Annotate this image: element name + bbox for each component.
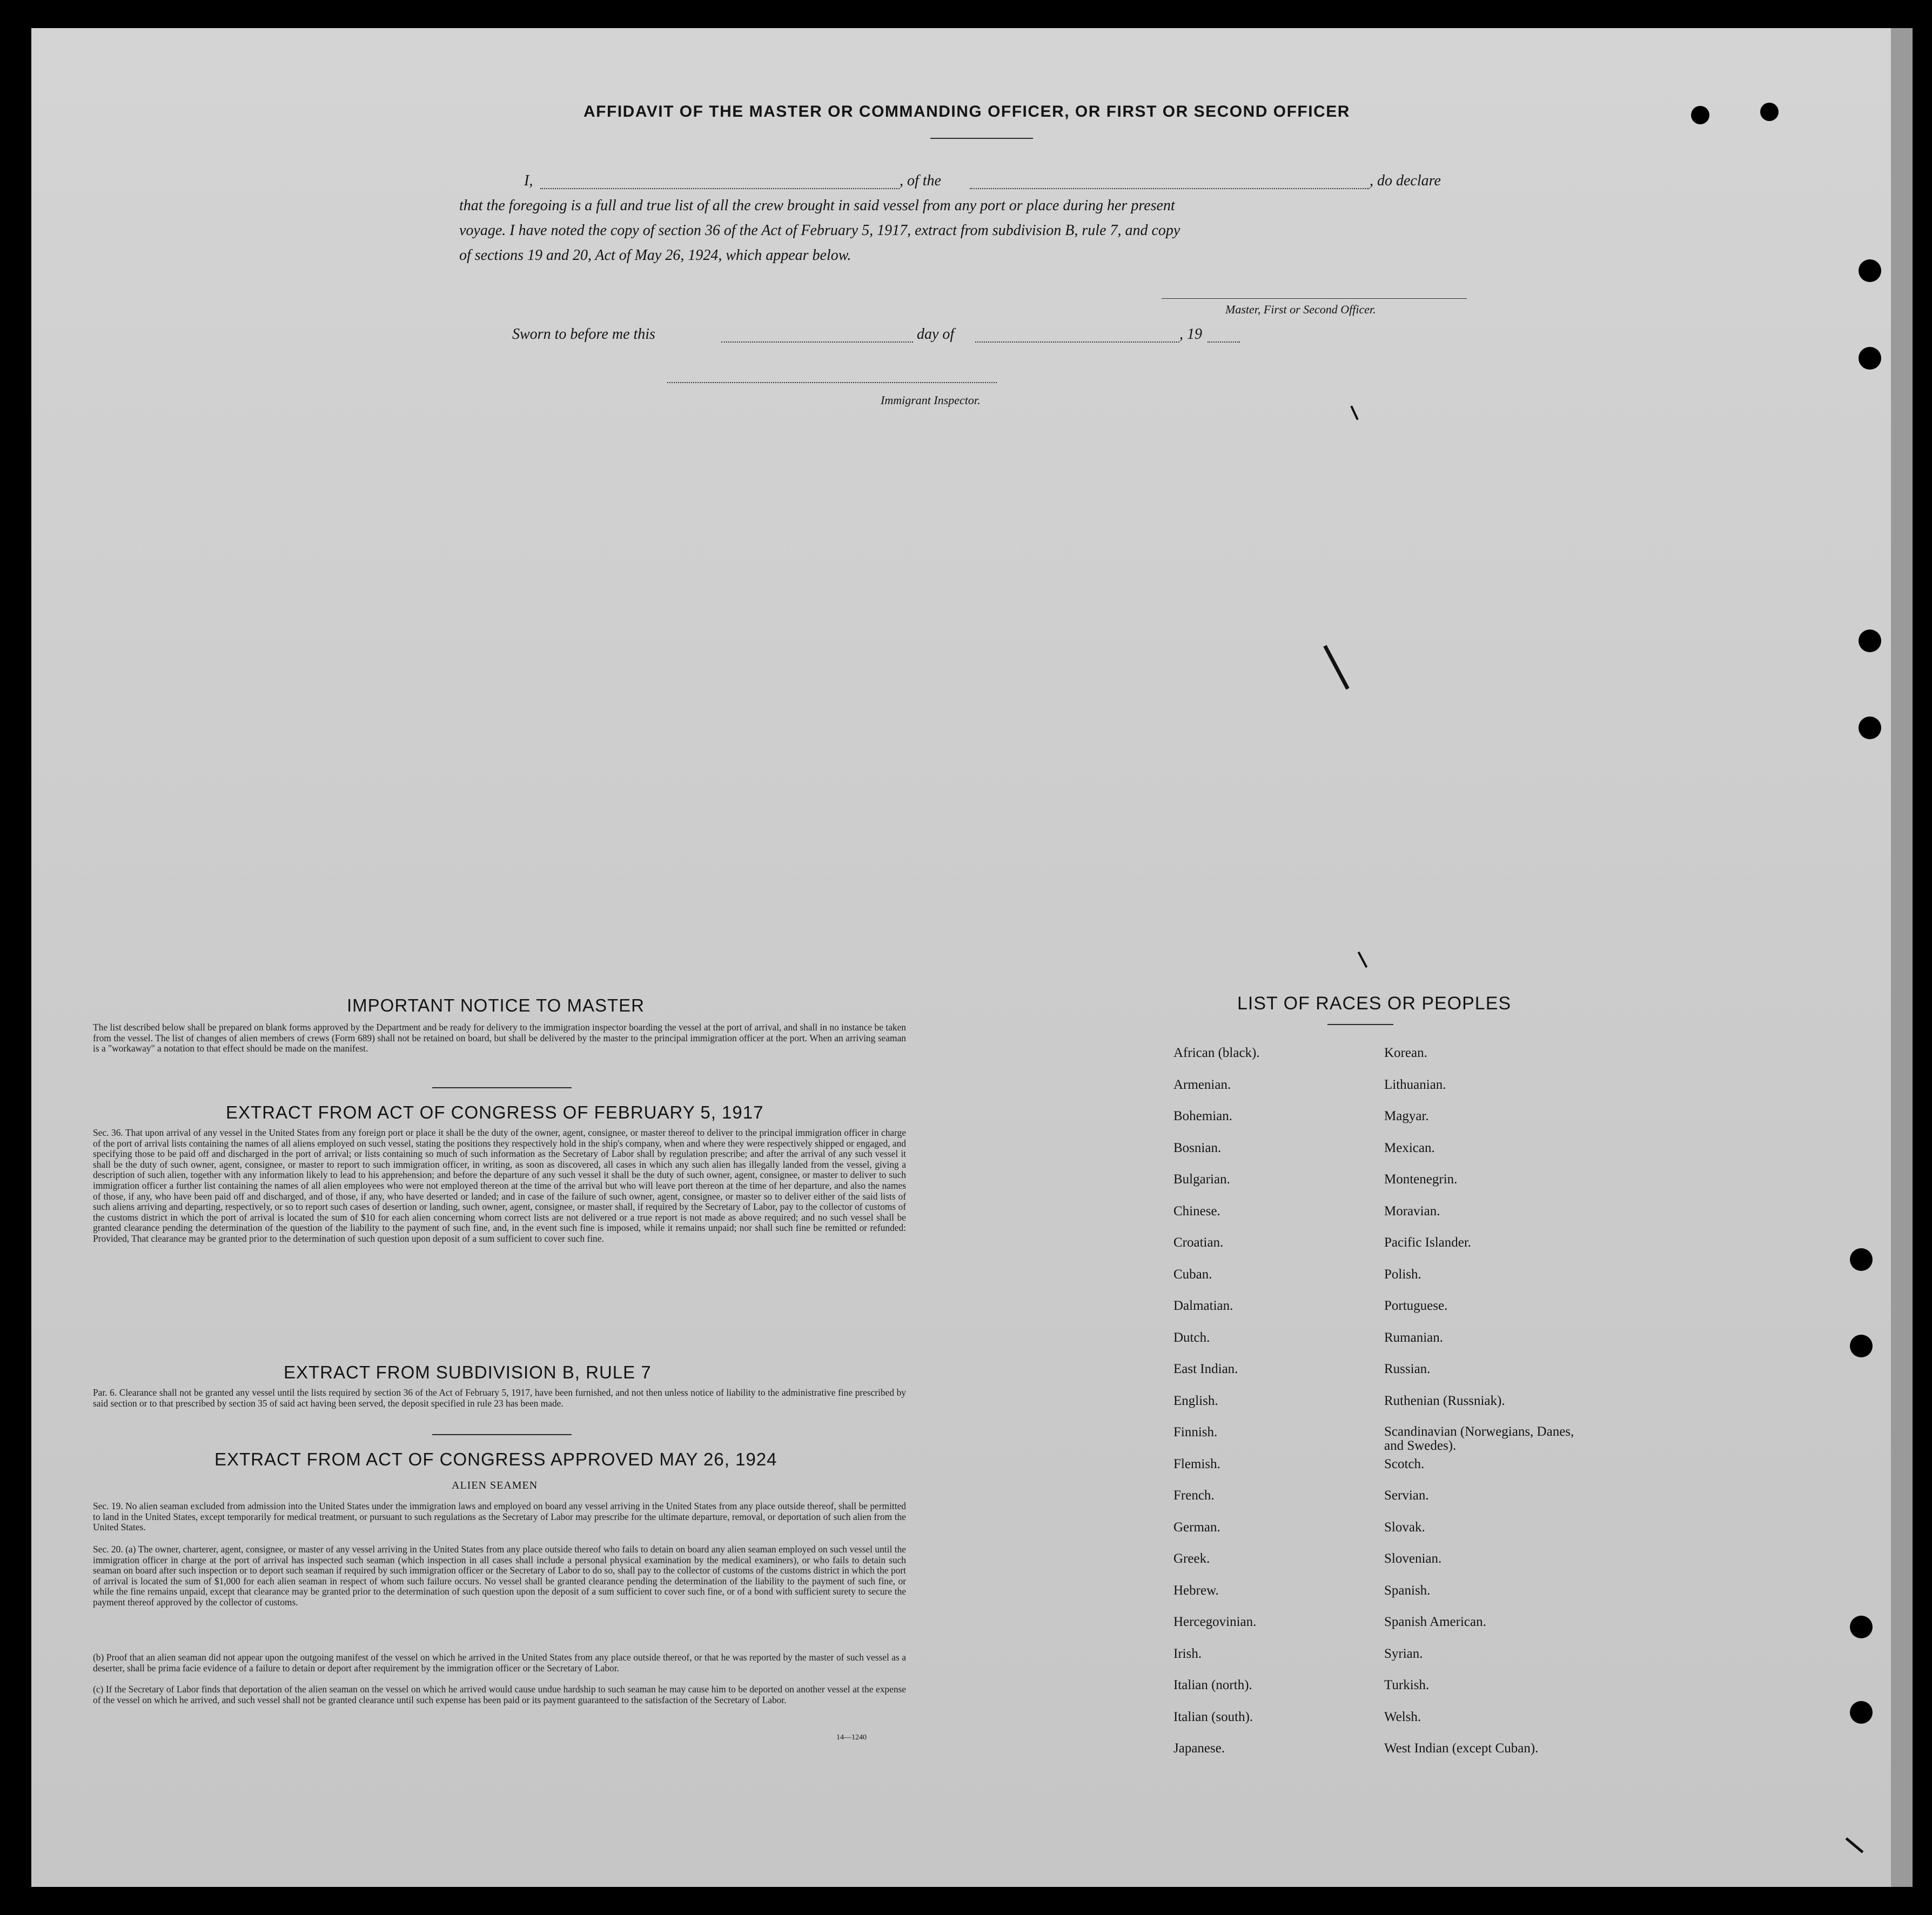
declaration-line-2: that the foregoing is a full and true list of all the crew brought in said vessel from any port or place during her present [459,197,1175,214]
punch-hole [1859,347,1881,370]
race-item: Chinese. [1173,1203,1220,1218]
title-underline [930,138,1033,139]
extract-1917-title: EXTRACT FROM ACT OF CONGRESS OF FEBRUARY 5, 1917 [226,1102,764,1122]
race-item: English. [1173,1393,1218,1408]
vessel-field[interactable] [970,188,1370,189]
race-item: Greek. [1173,1551,1210,1566]
declaration-of-the: , of the [900,172,941,189]
race-item: Magyar. [1384,1109,1429,1123]
race-item: Welsh. [1384,1709,1421,1724]
punch-hole [1691,106,1709,124]
races-title-underline [1327,1024,1393,1025]
declaration-line-4: of sections 19 and 20, Act of May 26, 1924, which appear below. [459,247,851,264]
name-field[interactable] [540,188,900,189]
punch-hole [1850,1701,1873,1724]
race-item: Hebrew. [1173,1583,1219,1598]
race-item: Flemish. [1173,1456,1220,1471]
extract-rule7-title: EXTRACT FROM SUBDIVISION B, RULE 7 [284,1362,652,1382]
race-item: Dalmatian. [1173,1298,1233,1313]
race-item: Armenian. [1173,1077,1231,1092]
race-item: Ruthenian (Russniak). [1384,1393,1505,1408]
master-signature-line[interactable] [1162,298,1467,299]
race-item: French. [1173,1488,1215,1503]
race-item: Italian (north). [1173,1678,1252,1692]
extract-1924-sec20c: (c) If the Secretary of Labor finds that deportation of the alien seaman on the vessel on which he arrived would cause undue hardship to such seaman he may cause him to be deported on another vessel at the expense of the vessel on which he arrived, and such vessel shall not be granted clearance until such expense has been paid or its payment guaranteed to the satisfaction of the Secretary of Labor. [93,1684,906,1705]
page-edge [1891,28,1913,1887]
declaration-i: I, [524,172,533,189]
master-label: Master, First or Second Officer. [1225,303,1376,316]
race-item: Spanish. [1384,1583,1431,1598]
races-left-column [1173,1046,1260,1773]
race-item: Hercegovinian. [1173,1615,1257,1629]
race-item: Slovenian. [1384,1551,1442,1566]
extract-1924-title: EXTRACT FROM ACT OF CONGRESS APPROVED MAY 26, 1924 [214,1449,777,1469]
sworn-year-field[interactable] [1208,342,1240,343]
races-right-column [1384,1046,1579,1773]
race-item: Croatian. [1173,1235,1224,1250]
race-item: Bulgarian. [1173,1172,1230,1187]
race-item: Polish. [1384,1267,1421,1282]
punch-hole [1850,1616,1873,1638]
sworn-day-field[interactable] [721,342,913,343]
punch-hole [1850,1335,1873,1357]
race-item: Slovak. [1384,1519,1425,1535]
race-item: Syrian. [1384,1646,1423,1661]
extract-rule7-body: Par. 6. Clearance shall not be granted any vessel until the lists required by section 36 of the Act of February 5, 1917, have been furnished, and not then unless notice of liability to the administrative fine prescribed by said section or to that prescribed by section 35 of said act having been served, the deposit specified in rule 23 has been made. [93,1387,906,1409]
race-item: German. [1173,1519,1220,1535]
race-item: Scotch. [1384,1456,1425,1471]
declaration-do-declare: , do declare [1370,172,1441,189]
race-item: Lithuanian. [1384,1077,1446,1092]
race-item: Portuguese. [1384,1298,1448,1313]
affidavit-declaration [459,169,1502,268]
race-item: Moravian. [1384,1203,1440,1218]
declaration-line-3: voyage. I have noted the copy of section 36 of the Act of February 5, 1917, extract from subdivision B, rule 7, and copy [459,222,1180,239]
race-item: Irish. [1173,1646,1202,1661]
punch-hole [1859,259,1881,282]
extract-1924-sec19: Sec. 19. No alien seaman excluded from admission into the United States under the immigration laws and employed on board any vessel arriving in the United States from any place outside thereof, shall be permitted to land in the United States, except temporarily for medical treatment, or pursuant to such regulations as the Secretary of Labor may prescribe for the ultimate departure, removal, or deportation of such alien from the United States. [93,1501,906,1533]
race-item: Scandinavian (Norwegians, Danes, and Swedes). [1384,1424,1574,1453]
race-item: Bosnian. [1173,1140,1222,1155]
race-item: Turkish. [1384,1678,1430,1692]
races-title: LIST OF RACES OR PEOPLES [1237,993,1512,1014]
race-item: Korean. [1384,1046,1427,1060]
sworn-month-field[interactable] [975,342,1179,343]
race-item: African (black). [1173,1046,1260,1060]
race-item: Cuban. [1173,1267,1212,1282]
inspector-label: Immigrant Inspector. [881,393,981,407]
race-item: Mexican. [1384,1140,1435,1155]
race-item: Russian. [1384,1362,1431,1376]
section-divider [432,1087,572,1088]
punch-hole [1760,103,1779,121]
extract-1924-sec20a: Sec. 20. (a) The owner, charterer, agent, consignee, or master of any vessel arriving in the United States from any place outside thereof who fails to detain on board any alien seaman employed on such vessel until the immigration officer in charge at the port of arrival has inspected such seaman (which inspection in all cases shall include a personal physical examination by the medical examiners), or who fails to detain such seaman on board after such inspection or to deport such seaman if required by such immigration officer or the Secretary of Labor to do so, shall pay to the collector of customs of the customs district in which the port of arrival is located the sum of $1,000 for each alien seaman in respect of whom such failure occurs. No vessel shall be granted clearance pending the determination of the liability to the payment of such fine, or while the fine remains unpaid, except that clearance may be granted prior to the determination of such question upon the deposit of a sum sufficient to cover such fine, or of a bond with sufficient surety to secure the payment thereof approved by the collector of customs. [93,1544,906,1608]
punch-hole [1850,1248,1873,1271]
document-page [31,28,1891,1887]
punch-hole [1859,717,1881,739]
race-item: Bohemian. [1173,1109,1233,1123]
section-divider [432,1434,572,1435]
extract-1917-body: Sec. 36. That upon arrival of any vessel in the United States from any foreign port or place it shall be the duty of the owner, agent, consignee, or master thereof to deliver to the principal immigration officer in charge of the port of arrival lists containing the names of all aliens employed on such vessel, stating the positions they respectively hold in the ship's company, when and where they were respectively shipped or engaged, and specifying those to be paid off and discharged in the port of arrival; or lists containing so much of such information as the Secretary of Labor shall by regulation prescribe; and after the arrival of any such vessel it shall be the duty of such owner, agent, consignee, or master to report to such immigration officer, in writing, as soon as discovered, all cases in which any such alien has illegally landed from the vessel, giving a description of such alien, together with any information likely to lead to his apprehension; and before the departure of any such vessel it shall be the duty of such owner, agent, consignee, or master to deliver to such immigration officer a further list containing the names of all alien employees who were not employed thereon at the time of the arrival but who will leave port thereon at the time of her departure, and also the names of those, if any, who have been paid off and discharged, and of those, if any, who have deserted or landed; and in case of the failure of such owner, agent, consignee, or master so to deliver either of the said lists of such aliens arriving and departing, respectively, or so to report such cases of desertion or landing, such owner, agent, consignee, or master shall, if required by the Secretary of Labor, pay to the collector of customs of the customs district in which the port of arrival is located the sum of $10 for each alien concerning whom correct lists are not delivered or a true report is not made as above required; and no such vessel shall be granted clearance pending the determination of the question of the liability to the payment of such fine, and, in the event such fine is imposed, while it remains unpaid; nor shall such fine be remitted or refunded: Provided, That clearance may be granted prior to the determination of such question upon deposit of a sum sufficient to cover such fine. [93,1127,906,1244]
race-item: Pacific Islander. [1384,1235,1472,1250]
day-of-label: day of [917,326,955,343]
form-number: 14—1240 [836,1733,867,1742]
notice-body: The list described below shall be prepared on blank forms approved by the Department and be ready for delivery to the immigration inspector boarding the vessel at the port of arrival, and shall in no instance be taken from the vessel. The list of changes of alien members of crews (Form 689) shall not be retained on board, but shall be delivered by the master to the principal immigration officer at the port. When an arriving seaman is a "workaway" a notation to that effect should be made on the manifest. [93,1022,906,1054]
race-item: Servian. [1384,1488,1429,1503]
sworn-label: Sworn to before me this [512,326,655,343]
race-item: West Indian (except Cuban). [1384,1741,1539,1756]
race-item: Rumanian. [1384,1330,1444,1345]
race-item: Japanese. [1173,1741,1225,1756]
race-item: East Indian. [1173,1362,1238,1376]
race-item: Spanish American. [1384,1615,1486,1629]
race-item: Finnish. [1173,1425,1218,1439]
alien-seamen-subtitle: ALIEN SEAMEN [452,1479,538,1491]
inspector-signature-line[interactable] [667,382,997,383]
race-item: Montenegrin. [1384,1172,1458,1187]
punch-hole [1859,630,1881,652]
race-item: Italian (south). [1173,1709,1253,1724]
affidavit-title: AFFIDAVIT OF THE MASTER OR COMMANDING OFFICER, OR FIRST OR SECOND OFFICER [583,103,1350,120]
notice-title: IMPORTANT NOTICE TO MASTER [347,995,645,1015]
race-item: Dutch. [1173,1330,1210,1345]
extract-1924-sec20b: (b) Proof that an alien seaman did not appear upon the outgoing manifest of the vessel on which he arrived in the United States from any place outside thereof, or that he was reported by the master of such vessel as a deserter, shall be prima facie evidence of a failure to detain or deport after requirement by the immigration officer or the Secretary of Labor. [93,1652,906,1673]
year-prefix: , 19 [1179,326,1202,343]
